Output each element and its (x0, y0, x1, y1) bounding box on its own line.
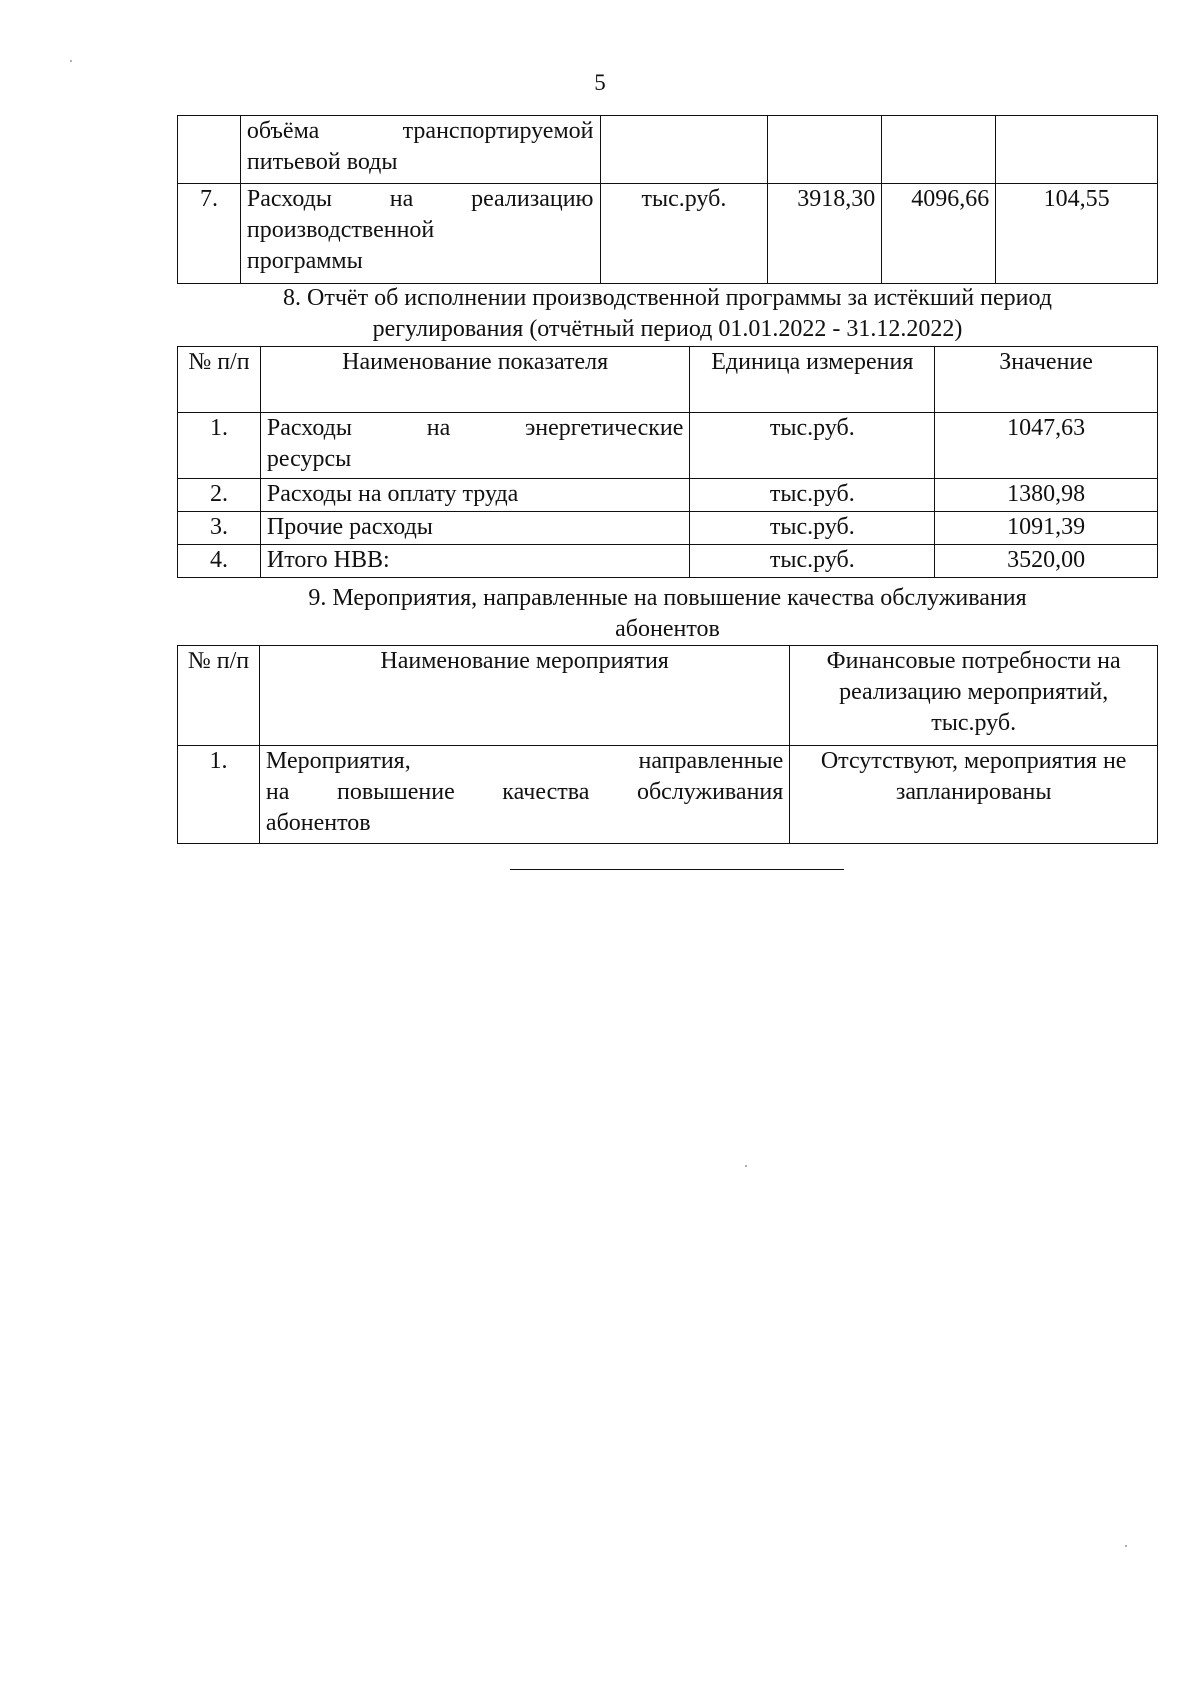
indicator-name-line: питьевой воды (246, 149, 398, 175)
caption-line: абонентов (615, 616, 720, 642)
value-cell: 1047,63 (935, 413, 1158, 479)
indicator-name-line: программы (246, 248, 363, 274)
caption-line: регулирования (отчётный период 01.01.2022 - 31.12.2022) (372, 316, 963, 342)
unit-cell: тыс.руб. (690, 512, 935, 545)
table-header-row (178, 347, 1158, 413)
section-8-caption (177, 283, 1158, 345)
scan-speck (70, 60, 72, 62)
row-number: 7. (178, 184, 241, 284)
value-cell: 3918,30 (768, 184, 882, 284)
indicator-name: Расходы на оплату труда (260, 479, 690, 512)
unit-cell: тыс.руб. (600, 184, 768, 284)
scan-speck (745, 1165, 747, 1167)
value-cell: 104,55 (996, 184, 1158, 284)
value-cell (996, 116, 1158, 184)
table-row (178, 116, 1158, 184)
value-cell: 3520,00 (935, 545, 1158, 578)
indicator-name-line: Расходы на энергетические (266, 415, 684, 441)
row-number: 3. (178, 512, 261, 545)
scan-speck (1125, 1545, 1127, 1547)
end-rule (510, 869, 844, 870)
indicator-name-line: Расходы на реализацию (246, 186, 594, 212)
page-number: 5 (594, 70, 606, 95)
table-row (178, 413, 1158, 479)
section-9-caption (177, 583, 1158, 645)
row-number: 1. (178, 413, 261, 479)
caption-line: 9. Мероприятия, направленные на повышение качества обслуживания (308, 585, 1027, 611)
unit-cell: тыс.руб. (690, 479, 935, 512)
indicator-name-line: объёма транспортируемой (246, 118, 594, 144)
value-cell: 4096,66 (882, 184, 996, 284)
caption-line: 8. Отчёт об исполнении производственной программы за истёкший период (283, 285, 1052, 311)
value-cell: 1091,39 (935, 512, 1158, 545)
finance-cell: Отсутствуют, мероприятия не запланированы (790, 746, 1158, 844)
activity-name (259, 746, 789, 844)
table-header-row (178, 646, 1158, 746)
header-finance: Финансовые потребности на реализацию мероприятий, тыс.руб. (790, 646, 1158, 746)
row-number: 1. (178, 746, 260, 844)
indicator-name (260, 413, 690, 479)
table-row (178, 512, 1158, 545)
header-unit: Единица измерения (690, 347, 935, 413)
table-row (178, 545, 1158, 578)
value-cell: 1380,98 (935, 479, 1158, 512)
table-row (178, 746, 1158, 844)
report-table (177, 346, 1158, 578)
indicator-name: Прочие расходы (260, 512, 690, 545)
table-row (178, 479, 1158, 512)
row-number (178, 116, 241, 184)
indicator-name-line: ресурсы (266, 446, 352, 472)
value-cell (882, 116, 996, 184)
activities-table (177, 645, 1158, 844)
activity-name-line: абонентов (265, 810, 371, 836)
indicator-name (240, 184, 600, 284)
header-value: Значение (935, 347, 1158, 413)
activity-name-line: на повышение качества обслуживания (265, 779, 784, 805)
row-number: 2. (178, 479, 261, 512)
continuation-table (177, 115, 1158, 284)
indicator-name: Итого НВВ: (260, 545, 690, 578)
header-num: № п/п (178, 347, 261, 413)
header-num: № п/п (178, 646, 260, 746)
header-name: Наименование мероприятия (259, 646, 789, 746)
row-number: 4. (178, 545, 261, 578)
indicator-name (240, 116, 600, 184)
unit-cell: тыс.руб. (690, 413, 935, 479)
value-cell (768, 116, 882, 184)
table-row (178, 184, 1158, 284)
header-name: Наименование показателя (260, 347, 690, 413)
activity-name-line: Мероприятия, направленные (265, 748, 784, 774)
unit-cell (600, 116, 768, 184)
unit-cell: тыс.руб. (690, 545, 935, 578)
indicator-name-line: производственной (246, 217, 435, 243)
